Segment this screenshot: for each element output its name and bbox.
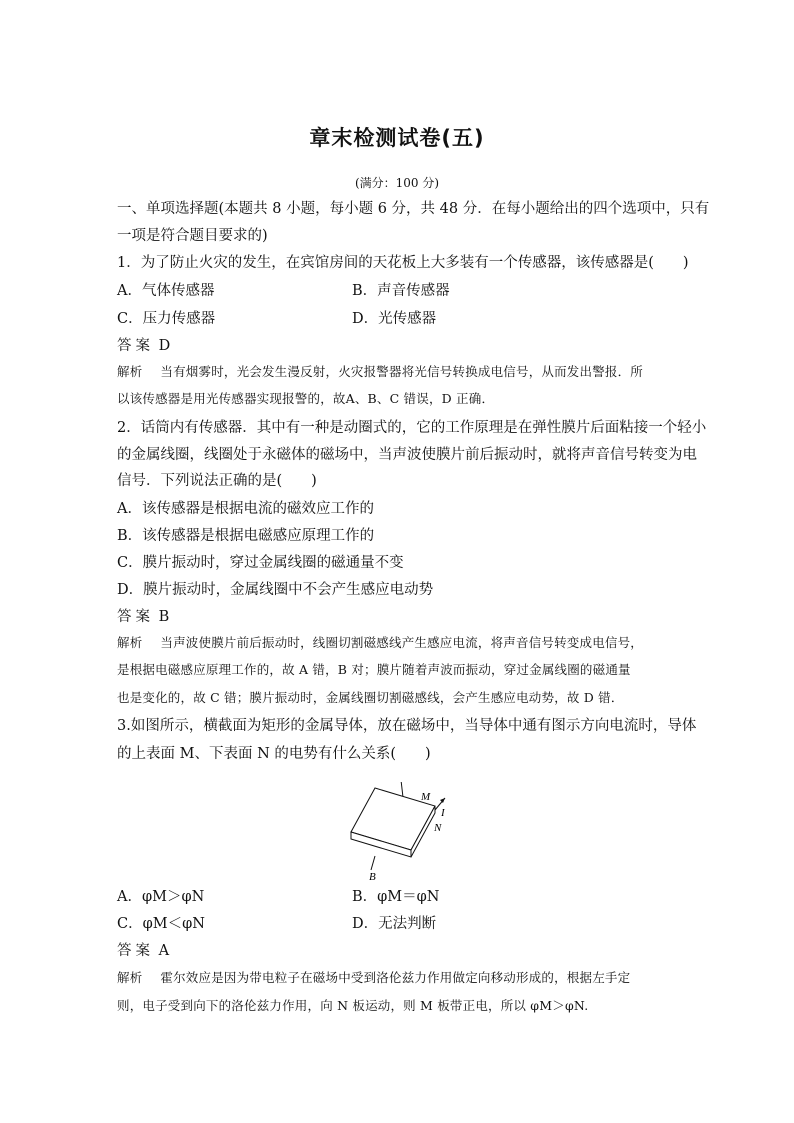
question-3-option-d: D．无法判断 <box>352 916 437 932</box>
question-2-stem-line-2: 的金属线圈，线圈处于永磁体的磁场中，当声波使膜片前后振动时，就将声音信号转变为电 <box>117 447 697 463</box>
section-heading-line-1: 一、单项选择题(本题共 8 小题，每小题 6 分，共 48 分．在每小题给出的四个选项中，只有 <box>117 201 710 217</box>
question-1-option-c: C．压力传感器 <box>117 311 216 327</box>
analysis-text: 当有烟雾时，光会发生漫反射，火灾报警器将光信号转换成电信号，从而发出警报．所 <box>160 364 644 379</box>
question-3-stem-line-1: 3.如图所示，横截面为矩形的金属导体，放在磁场中，当导体中通有图示方向电流时，导体 <box>117 718 697 734</box>
analysis-label: 解析 <box>117 364 143 379</box>
answer-label: 答案 <box>117 609 154 625</box>
question-2-option-a: A．该传感器是根据电流的磁效应工作的 <box>117 501 374 517</box>
analysis-text: 霍尔效应是因为带电粒子在磁场中受到洛伦兹力作用做定向移动形成的，根据左手定 <box>160 970 631 985</box>
full-score-note: (满分：100 分) <box>354 176 440 190</box>
question-1-option-a: A．气体传感器 <box>117 283 215 299</box>
question-1-analysis-line-1 <box>117 362 682 382</box>
question-1-stem: 1．为了防止火灾的发生，在宾馆房间的天花板上大多装有一个传感器，该传感器是( ) <box>117 255 689 271</box>
current-arrowhead <box>440 798 445 803</box>
question-2-analysis-line-2: 是根据电磁感应原理工作的，故 A 错，B 对；膜片随着声波而振动，穿过金属线圈的磁通量 <box>117 662 631 677</box>
label-b: B <box>369 871 376 882</box>
question-1-option-b: B．声音传感器 <box>352 283 450 299</box>
analysis-text: 当声波使膜片前后振动时，线圈切割磁感线产生感应电流，将声音信号转变成电信号， <box>160 635 644 650</box>
question-1-answer <box>117 336 682 356</box>
answer-value: A <box>158 943 170 959</box>
question-2-analysis-line-3: 也是变化的，故 C 错；膜片振动时，金属线圈切割磁感线，会产生感应电动势，故 D 错． <box>117 690 624 705</box>
question-3-option-a: A．φM＞φN <box>117 889 205 905</box>
label-n: N <box>434 822 442 834</box>
section-heading-line-2: 一项是符合题目要求的) <box>117 228 268 244</box>
question-2-stem-line-1: 2．话筒内有传感器．其中有一种是动圈式的，它的工作原理是在弹性膜片后面粘接一个轻小 <box>117 420 707 436</box>
hall-effect-conductor-figure <box>345 782 455 882</box>
question-3-stem-line-2: 的上表面 M、下表面 N 的电势有什么关系( ) <box>117 746 431 762</box>
question-2-answer <box>117 607 682 627</box>
magnetic-field-line-bottom <box>371 856 375 870</box>
question-2-option-d: D．膜片振动时，金属线圈中不会产生感应电动势 <box>117 582 434 598</box>
question-3-answer <box>117 941 682 961</box>
question-3-option-c: C．φM＜φN <box>117 916 205 932</box>
question-1-analysis-line-2: 以该传感器是用光传感器实现报警的，故A、B、C 错误，D 正确． <box>117 391 495 406</box>
question-2-stem-line-3: 信号．下列说法正确的是( ) <box>117 473 317 489</box>
question-2-option-c: C．膜片振动时，穿过金属线圈的磁通量不变 <box>117 555 404 571</box>
label-m: M <box>421 791 431 803</box>
answer-value: B <box>158 609 170 625</box>
question-1-option-d: D．光传感器 <box>352 311 437 327</box>
answer-label: 答案 <box>117 943 154 959</box>
label-i: I <box>441 807 445 819</box>
question-3-analysis-line-1 <box>117 968 682 988</box>
analysis-label: 解析 <box>117 970 143 985</box>
answer-label: 答案 <box>117 338 154 354</box>
answer-value: D <box>158 338 171 354</box>
question-2-option-b: B．该传感器是根据电磁感应原理工作的 <box>117 528 375 544</box>
question-2-analysis-line-1 <box>117 633 682 653</box>
question-3-option-b: B．φM＝φN <box>352 889 440 905</box>
analysis-label: 解析 <box>117 635 143 650</box>
question-3-analysis-line-2: 则，电子受到向下的洛伦兹力作用，向 N 板运动，则 M 板带正电，所以 φM＞φN. <box>117 998 589 1013</box>
page-title: 章末检测试卷(五) <box>309 126 485 150</box>
